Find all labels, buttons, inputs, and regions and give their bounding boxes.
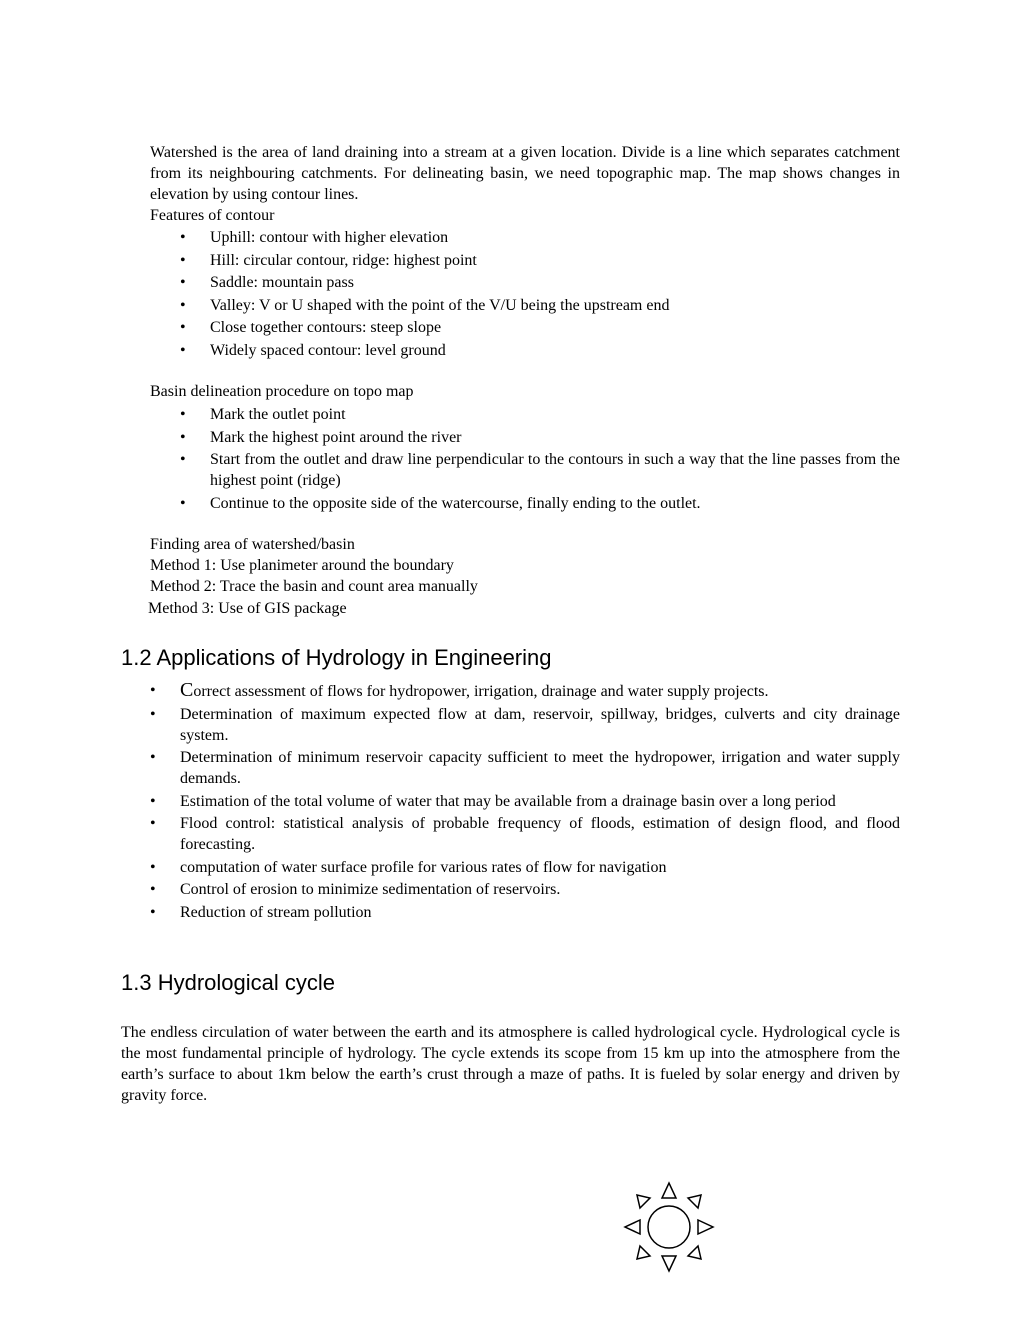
- hydrological-cycle-paragraph: The endless circulation of water between the earth and its atmosphere is called hydrological cycle. Hydrological cycle is the most fundamental principle of hydrology. The cycle extends its scope from 15 km up into the atmosphere from the earth’s surface to about 1km below the earth’s crust through a maze of paths. It is fueled by solar energy and driven by gravity force.: [121, 1024, 900, 1104]
- method-2: Method 2: Trace the basin and count area manually: [150, 578, 478, 595]
- watershed-paragraph: Watershed is the area of land draining into a stream at a given location. Divide is a line which separates catchment from its neighbouring catchments. For delineating basin, we need topographic map. The map shows changes in elevation by using contour lines.: [150, 144, 900, 203]
- list-item: • Mark the highest point around the river: [180, 427, 900, 448]
- list-item: • Continue to the opposite side of the watercourse, finally ending to the outlet.: [180, 493, 900, 514]
- list-item: • Valley: V or U shaped with the point of the V/U being the upstream end: [180, 295, 900, 316]
- list-item: • Start from the outlet and draw line perpendicular to the contours in such a way that the line passes from the highest point (ridge): [180, 449, 900, 491]
- list-item: • Reduction of stream pollution: [150, 902, 900, 923]
- list-item: • Close together contours: steep slope: [180, 317, 900, 338]
- list-item: • Estimation of the total volume of water that may be available from a drainage basin over a long period: [150, 791, 900, 812]
- list-item: • Determination of maximum expected flow at dam, reservoir, spillway, bridges, culverts and city drainage system.: [150, 704, 900, 746]
- list-item: • Hill: circular contour, ridge: highest point: [180, 250, 900, 271]
- features-heading: Features of contour: [150, 207, 275, 224]
- section-title-hydrological-cycle: 1.3 Hydrological cycle: [121, 970, 335, 995]
- list-item: • Correct assessment of flows for hydropower, irrigation, drainage and water supply projects.: [150, 680, 900, 702]
- list-item: • Determination of minimum reservoir capacity sufficient to meet the hydropower, irrigation and water supply demands.: [150, 747, 900, 789]
- delineation-heading: Basin delineation procedure on topo map: [150, 383, 414, 400]
- method-1: Method 1: Use planimeter around the boundary: [150, 557, 454, 574]
- method-3: Method 3: Use of GIS package: [148, 600, 347, 617]
- drop-cap: C: [180, 679, 194, 701]
- list-item: • Mark the outlet point: [180, 404, 900, 425]
- applications-list: [150, 680, 900, 923]
- list-item: • computation of water surface profile for various rates of flow for navigation: [150, 857, 900, 878]
- list-item: • Uphill: contour with higher elevation: [180, 227, 900, 248]
- sun-icon: [622, 1180, 716, 1274]
- section-title-applications: 1.2 Applications of Hydrology in Engineering: [121, 645, 552, 670]
- contour-features-list: [180, 227, 900, 361]
- list-item: • Control of erosion to minimize sedimentation of reservoirs.: [150, 879, 900, 900]
- area-heading: Finding area of watershed/basin: [150, 536, 355, 553]
- list-item: • Saddle: mountain pass: [180, 272, 900, 293]
- list-item: • Flood control: statistical analysis of probable frequency of floods, estimation of design flood, and flood forecasting.: [150, 813, 900, 855]
- delineation-steps-list: [180, 404, 900, 514]
- list-item: • Widely spaced contour: level ground: [180, 340, 900, 361]
